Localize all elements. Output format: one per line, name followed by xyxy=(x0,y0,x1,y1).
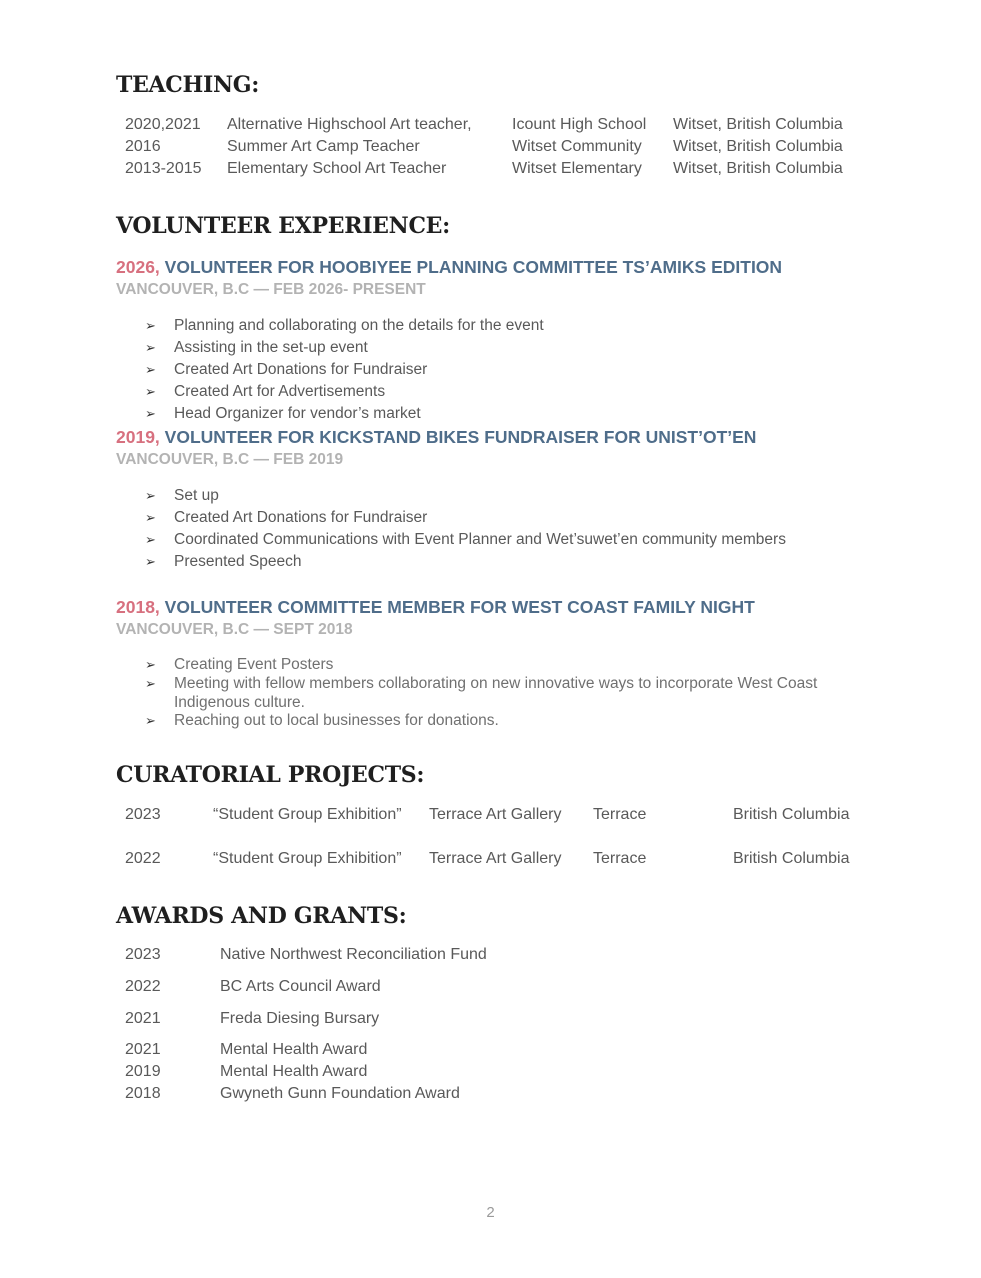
list-item: ➢ Planning and collaborating on the details for the event xyxy=(145,315,544,337)
list-item: ➢ Assisting in the set-up event xyxy=(145,337,544,359)
teaching-role: Summer Art Camp Teacher xyxy=(227,138,420,155)
arrow-bullet-icon: ➢ xyxy=(145,488,156,503)
curatorial-title: “Student Group Exhibition” xyxy=(213,806,402,823)
volunteer-title: VOLUNTEER COMMITTEE MEMBER FOR WEST COAST FAMILY NIGHT xyxy=(164,597,755,617)
volunteer-location-date: VANCOUVER, B.C — SEPT 2018 xyxy=(116,621,353,638)
teaching-place: Witset, British Columbia xyxy=(673,160,843,177)
list-item: ➢ Created Art Donations for Fundraiser xyxy=(145,359,544,381)
award-row xyxy=(0,1085,981,1105)
award-year: 2019 xyxy=(125,1063,161,1080)
curatorial-venue: Terrace Art Gallery xyxy=(429,850,562,867)
volunteer-year: 2019, xyxy=(116,427,160,447)
teaching-year: 2020,2021 xyxy=(125,116,201,133)
teaching-row xyxy=(0,138,981,158)
list-item: ➢ Creating Event Posters xyxy=(145,656,334,673)
curatorial-title: “Student Group Exhibition” xyxy=(213,850,402,867)
award-row xyxy=(0,1010,981,1030)
list-item: ➢ Set up xyxy=(145,485,786,507)
teaching-year: 2016 xyxy=(125,138,161,155)
volunteer-location-date: VANCOUVER, B.C — FEB 2019 xyxy=(116,451,344,468)
award-name: Mental Health Award xyxy=(220,1041,368,1058)
list-item: ➢ Coordinated Communications with Event Planner and Wet’suwet’en community members xyxy=(145,529,786,551)
volunteer-year: 2026, xyxy=(116,257,160,277)
curatorial-venue: Terrace Art Gallery xyxy=(429,806,562,823)
award-year: 2018 xyxy=(125,1085,161,1102)
page-number: 2 xyxy=(486,1204,495,1221)
volunteer-location-date: VANCOUVER, B.C — FEB 2026- PRESENT xyxy=(116,281,426,298)
arrow-bullet-icon: ➢ xyxy=(145,318,156,333)
volunteer-bullet-list xyxy=(145,315,544,425)
teaching-heading: TEACHING: xyxy=(116,72,260,98)
arrow-bullet-icon: ➢ xyxy=(145,406,156,421)
list-item: ➢ Reaching out to local businesses for donations. xyxy=(145,712,499,729)
teaching-row xyxy=(0,116,981,136)
teaching-org: Witset Elementary xyxy=(512,160,642,177)
arrow-bullet-icon: ➢ xyxy=(145,657,156,672)
teaching-org: Witset Community xyxy=(512,138,642,155)
volunteer-bullet-list xyxy=(145,485,786,573)
list-item: ➢ Meeting with fellow members collaborating on new innovative ways to incorporate West Coast Indigenous culture. xyxy=(145,675,818,711)
list-item: ➢ Presented Speech xyxy=(145,551,786,573)
volunteer-entry-title xyxy=(116,257,782,278)
award-row xyxy=(0,1063,981,1083)
curatorial-city: Terrace xyxy=(593,806,647,823)
curatorial-row xyxy=(0,806,981,826)
volunteer-entry-title xyxy=(116,427,756,448)
arrow-bullet-icon: ➢ xyxy=(145,384,156,399)
award-row xyxy=(0,978,981,998)
teaching-org: Icount High School xyxy=(512,116,647,133)
curatorial-year: 2022 xyxy=(125,850,161,867)
volunteer-bullet-list xyxy=(145,655,864,730)
curatorial-heading: CURATORIAL PROJECTS: xyxy=(116,762,425,788)
arrow-bullet-icon: ➢ xyxy=(145,510,156,525)
curatorial-year: 2023 xyxy=(125,806,161,823)
list-item: ➢ Created Art for Advertisements xyxy=(145,381,544,403)
arrow-bullet-icon: ➢ xyxy=(145,532,156,547)
award-name: Mental Health Award xyxy=(220,1063,368,1080)
award-name: Native Northwest Reconciliation Fund xyxy=(220,946,487,963)
award-year: 2021 xyxy=(125,1041,161,1058)
award-year: 2021 xyxy=(125,1010,161,1027)
curatorial-row xyxy=(0,850,981,870)
teaching-place: Witset, British Columbia xyxy=(673,138,843,155)
volunteer-title: VOLUNTEER FOR KICKSTAND BIKES FUNDRAISER FOR UNIST’OT’EN xyxy=(164,427,757,447)
curatorial-province: British Columbia xyxy=(733,850,850,867)
teaching-role: Elementary School Art Teacher xyxy=(227,160,447,177)
award-year: 2022 xyxy=(125,978,161,995)
award-row xyxy=(0,946,981,966)
award-row xyxy=(0,1041,981,1061)
volunteer-year: 2018, xyxy=(116,597,160,617)
awards-heading: AWARDS AND GRANTS: xyxy=(116,903,407,929)
teaching-place: Witset, British Columbia xyxy=(673,116,843,133)
arrow-bullet-icon: ➢ xyxy=(145,713,156,728)
curatorial-province: British Columbia xyxy=(733,806,850,823)
arrow-bullet-icon: ➢ xyxy=(145,554,156,569)
award-name: Gwyneth Gunn Foundation Award xyxy=(220,1085,460,1102)
teaching-year: 2013-2015 xyxy=(125,160,202,177)
award-name: Freda Diesing Bursary xyxy=(220,1010,380,1027)
arrow-bullet-icon: ➢ xyxy=(145,676,156,691)
award-name: BC Arts Council Award xyxy=(220,978,381,995)
award-year: 2023 xyxy=(125,946,161,963)
teaching-role: Alternative Highschool Art teacher, xyxy=(227,116,472,133)
list-item: ➢ Head Organizer for vendor’s market xyxy=(145,403,544,425)
arrow-bullet-icon: ➢ xyxy=(145,340,156,355)
curatorial-city: Terrace xyxy=(593,850,647,867)
list-item: ➢ Created Art Donations for Fundraiser xyxy=(145,507,786,529)
volunteer-title: VOLUNTEER FOR HOOBIYEE PLANNING COMMITTEE TS’AMIKS EDITION xyxy=(164,257,783,277)
volunteer-heading: VOLUNTEER EXPERIENCE: xyxy=(116,213,450,239)
arrow-bullet-icon: ➢ xyxy=(145,362,156,377)
volunteer-entry-title xyxy=(116,597,755,618)
teaching-row xyxy=(0,160,981,180)
